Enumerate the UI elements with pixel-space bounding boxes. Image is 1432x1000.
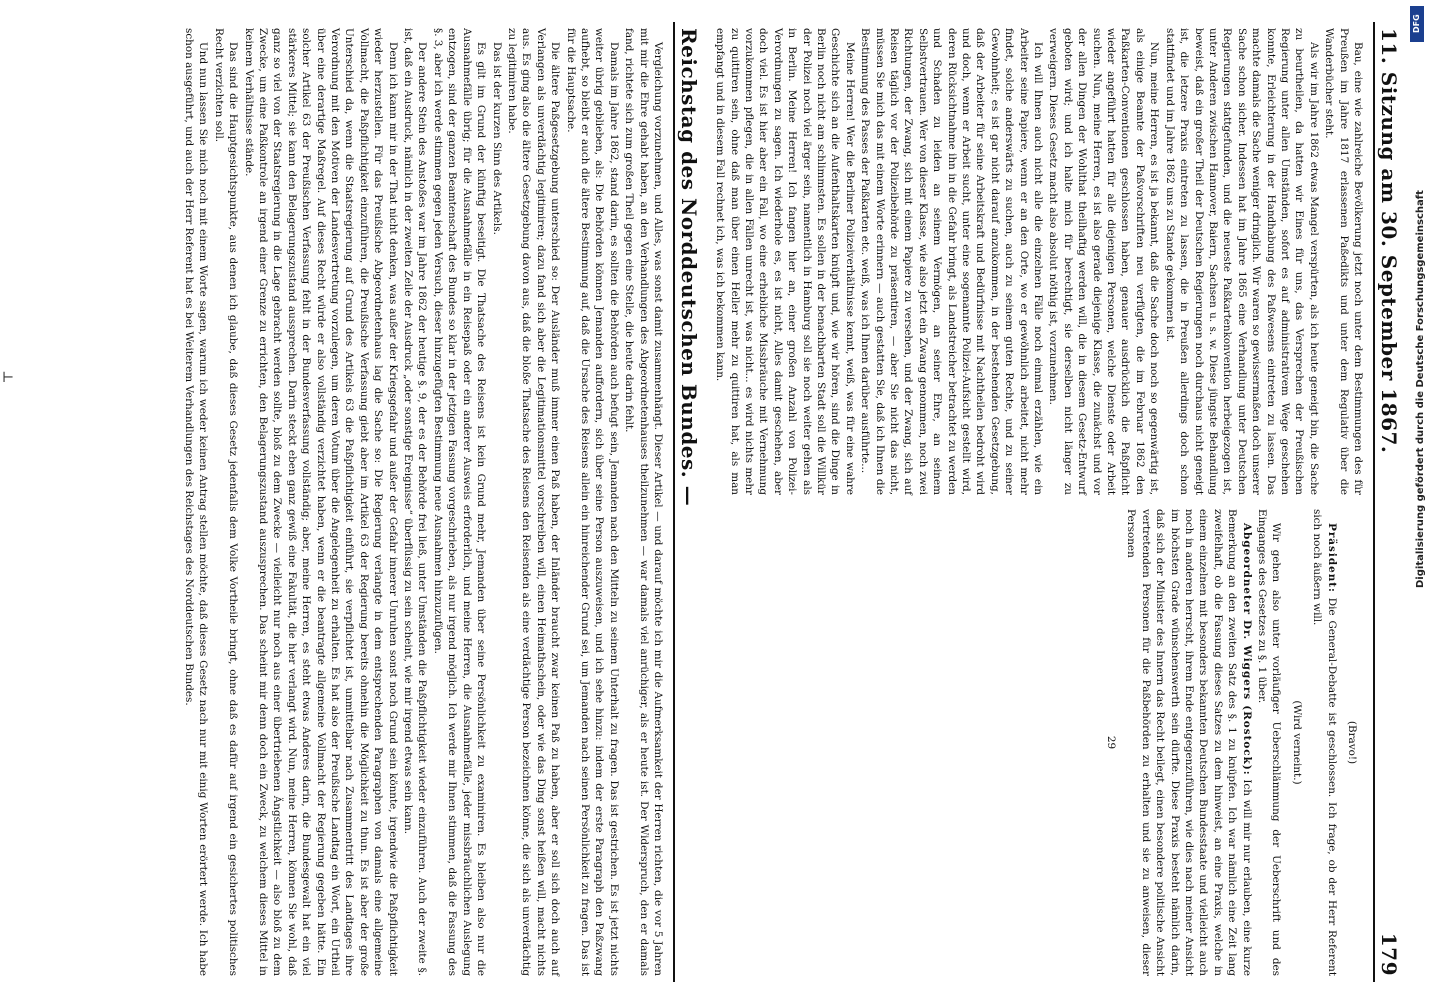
paragraph: Abgeordneter Dr. Wiggers (Rostock): Ich will mir nur erlauben, eine kurze Bemerkung an den zweiten Satz des §. 1 zu knüpfen. Ich war nämlich eine Zeit lang zweifelhaft, ob die Fassung dieses Satzes zu dem hinweist, an eine Praxis, welche in einem einzelnen mit besonders bekannten Deutschen Bundesstaate und vielleicht auch noch in anderen herrscht, ihrem Ende entgegenzuführen, wie dies nach meiner Ansicht im höchsten Grade wünschenswerth sein dürfte. Diese Praxis besteht nämlich darin, daß sich der Minister des Innern das Recht beilegt, einen besondere politische Ansicht vertretenden Personen für die Paßbehörden zu erhalten und sie zu anweisen, dieser Personen — [1125, 509, 1253, 977]
paragraph: (Bravo!) — [1346, 720, 1358, 765]
right-column-2 — [723, 509, 1365, 976]
paragraph: Nun, meine Herren, es ist ja bekannt, daß die Sache doch noch so gegenwärtig ist, als einige Beamte der Paßvorschriften neu verfügten, die im Februar 1862 den Paßkarten-Conventionen geschlossen haben, genauer ausdrücklich die Paßpflicht wieder angeführt hatten für alle diejenigen Personen, welche Dienste oder Arbeit suchen. Nun, meine Herren, es ist also gerade diejenige Klasse, die zunächst und vor der allen Dingen der Wohlthat theilhaftig werden will, die in diesem Gesetz-Entwurf geboten wird; und ich halte mich für berechtigt, sie derselben nicht länger zu verweigern. Dieses Gesetz macht also absolut nöthig ist, vorzunehmen. — [1047, 28, 1161, 495]
paragraph: Wir gehen also unter vorläufiger Ueberschlämmung der Ueberschrift und des Einganges des Gesetzes zu §. 1 über. — [1255, 509, 1283, 976]
left-column — [38, 28, 665, 976]
left-running-head-text: Reichstag des Norddeutschen Bundes. — — [677, 28, 701, 507]
paragraph: Es gilt im Grund der künftig beseitigt. Die Thatsache des Reisens ist kein Grund mehr, Jemanden über seine Persönlichkeit zu examiniren. Es bleiben also nur die Ausnahmefälle übrig; für die Ausnahmefälle in ein Reisepaß oder ein anderer Ausweis erforderlich, und meine Herren, die Ausnahmefälle, jeder missbräuchlichen Auslegung entzogen, sind der ganzen Beamtenschaft des Bundes so klar in der jetzigen Fassung vorgeschrieben, als nur irgend möglich. Ich werde mir Ihnen stimmen, daß die Fassung des §. 3, aber ich werde stimmen gegen jeden Versuch, dieser hinzugefügten Bestimmung neue Ausnahmen hinzuzufügen. — [431, 28, 488, 976]
paragraph: Die ältere Paßgesetzgebung unterschied so: Der Ausländer muß immer einen Paß haben, der Inländer braucht zwar keinen Paß zu haben, aber er soll sich doch auch auf Verlangen als unverdächtig legitimiren; dazu fand sich aber die Legitimationsmittel vorschreiben will, einen Heimathschein, oder wie das Ding sonst heißen will, macht nichts aus. Es ging also die ältere Gesetzgebung davon aus, daß die bloße Thatsache des Reisens den Reisenden als eine verdächtige Person bezeichnen könne, die sich als unverdächtig zu legitimiren habe. — [505, 28, 562, 976]
paragraph: Das ist der kurzen Sinn des Artikels. — [490, 42, 503, 235]
right-column-1 — [714, 28, 1365, 495]
paragraph: (Wird verneint.) — [1290, 700, 1303, 785]
paragraph: Meine Herren! Wer die Berliner Polizeiverhältnisse kennt, weiß, was für eine wahre Geschichte sich an die Aufenthaltskarten knüpft und, wie wir hören, sind die Dinge in Berlin noch nicht am schlimmsten. Es sollen in der benachbarten Stadt soll die Willkür der Polizei noch viel ärger sein, namentlich in Hamburg soll sie noch weiter gehen als in Berlin. Meine Herren! Ich fangen hier an, einer großen Anzahl von Polizei-Verordnungen zu sagen. Ich wiederhole es, es ist nicht, Alles damit geschehen, aber doch viel. Es ist hier aber ein Fall, wo eine erhebliche Missbräuche mit Vernehmung vorzukommen pflegen, die in allen Fällen unrecht ist, was nicht... es wird nichts mehr zu quittiren sein, ohne daß man über einen Heller mehr zu quittiren hat, als man empfangt und in diesem Fall rechnet ich, was ich bekommen kann. — [714, 28, 856, 495]
side-strip — [1402, 0, 1432, 1000]
right-page — [705, 0, 1405, 1000]
right-page-content — [715, 22, 1405, 982]
right-running-head — [1373, 22, 1405, 982]
right-text-block — [715, 22, 1373, 982]
page-number: 179 — [1377, 932, 1401, 976]
left-running-head — [673, 22, 705, 982]
paragraph: Als wir im Jahre 1862 etwas Mangel verspürten, als ich heute geneigt bin, die Sache zu beurtheilen, da hatten wir Eines für uns, das Versprechen der Preußischen Regierung unter allen Umständen, sofort es auf administrativem Wege geschehen konnte, Erleichterung in der Handhabung des Paßwesens eintreten zu lassen. Das machte damals die Sache weniger dringlich. Wir waren so gewissermaßen doch unserer Sache schon sicher. Indessen hat im Jahre 1865 eine Verhandlung unter Deutschen Regierungen stattgefunden, und die neueste Paßkartenkonvention herbeigezogen ist, unter Anderen zwischen Hannover, Baiern, Sachsen u. s. w. Diese jüngste Behandlung beweist, daß ein großer Theil der Deutschen Regierungen noch durchaus nicht geneigt ist, die letzere Praxis eintreten zu lassen, die in Preußen allerdings doch schon stattfindet und im Jahre 1862 uns zu Stande gekommen ist. — [1163, 28, 1320, 495]
left-page-content — [30, 22, 705, 982]
paragraph: Das sind die Hauptgesichtspunkte, aus denen ich glaube, daß dieses Gesetz jedenfalls dem Volke Vortheile bringt, ohne daß es dafür auf irgend ein gesichertes politisches Recht verzichten soll. — [212, 28, 240, 976]
paragraph: Bau, eine wie zahlreiche Bevölkerung jetzt noch unter dem Bestimmungen des für Preußen im Jahre 1817 erlassenen Paßedikts und unter dem Regulativ über die Wanderbücher steht. — [1323, 28, 1364, 495]
paragraph: Vergleichung vorzunehmen, und Alles, was sonst damit zusammenhängt. Dieser Artikel — und darauf möchte ich mir die Aufmerksamkeit der Herren richten, die vor 5 Jahren mit mir die Ehre gehabt haben, an den Verhandlungen des Abgeordnetenhauses theilzunehmen — war damals viel anrüchiger, als er heute ist. Der Widerspruch, den er damals fand, richtete sich zum großen Theil gegen eine Stelle, die heute darin fehlt. — [623, 28, 664, 976]
signature-mark: 29 — [1104, 735, 1117, 750]
left-text-block — [30, 22, 673, 982]
paragraph: Und nun lassen Sie mich noch mit einem Worte sagen, warum ich weder keinen Antrag stellen möchte, daß dieses Gesetz nach nur mit einig Worten erörtert werde. Ich habe schon ausgeführt, und auch der Herr Referent hat es bei Weiterem Verhandlungen des Reichstages des Norddeutschen Bundes. — [183, 28, 210, 976]
right-running-head-text: 11. Sitzung am 30. September 1867. — [1377, 28, 1401, 454]
paragraph: Denn ich kann mir in der That nicht denken, was außer der Kriegsgefahr und außer der Gefahr innerer Unruhen sonst noch Grund sein könnte, irgendwie die Paßpflichtigkeit wieder herzustellen. Für das Preußische Abgeordnetenhaus lag die Sache so: Die Regierung verlangte in dem entsprechenden Paragraphen von damals eine allgemeine Vollmacht, die Paßpflichtigkeit einzuführen, die Preußische Verfassung giebt aber im Artikel 63 der Regierung bereits ohnehin die Möglichkeit zu thun. Es ist aber der große Unterschied da, wenn die Staatsregierung auf Grund des Artikels 63 die Paßpflichtigkeit einführt, sie verpflichtet ist, unmittelbar nach Zusammentritt des Landtages ihre Verordnung mit den Motiven der Landesvertretung vorzulegen, um deren Votum über die Angelegenheit zu erhalten. Es hat also der Preußische Landtag ein Wort, ein Urtheil über eine derartige Maßregel. Auf dieses Recht würde er also vollständig verzichtet haben, wenn er die beantragte allgemeine Vollmacht der Regierung gegeben hätte. Ein solcher Artikel 63 der Preußischen Verfassung fehlt in der Bundesverfassung vollständig; aber, meine Herren, es steht etwas Anderes darin, die Bundesgewalt hat ein viel stärkeres Mittel; sie kann den Belagerungszustand aussprechen. Darin steckt eben ganz gewiß eine Fakultät, die hier verlangt wird. Nun, meine Herren, können Sie wohl, daß ganz so viel von der Staatsregierung in die Lage gebracht werden sollte, bloß zu dem Zwecke — vielleicht nur noch aus einer übertriebenen Ängstlichkeit — also bloß zu dem Zwecke, um eine Paßkontrole an irgend einer Grenze zu errichten, den Belagerungszustand auszusprechen. Das scheint mir denn doch ein Zweck, zu welchem dieses Mittel in keinem Verhältnisse stände. — [242, 28, 399, 976]
paragraph: Ich will Ihnen auch nicht alle die einzelnen Fälle noch einmal erzählen, wie ein Arbeiter seine Papiere, wenn er an den Orte, wo er gewöhnlich arbeitet, nicht mehr findet, solche anderswärts zu suchen, auch zu seinem guten Rechte, und zu seiner Gewohnheit; es ist gar nicht darauf anzukommen, in der bestehenden Gesetzgebung, daß der Arbeiter für seine Arbeitskraft und Bedürfnisse mit Nachtheilen bedroht wird und doch, wenn er Arbeit sucht, unter eine sogenannte Polizei-Aufsicht gestellt wird, deren Rücksichtnahme ihn in die Gefahr bringt, als Landstreicher betrachtet zu werden und Schaden zu leiden an seinem Vermögen, an seiner Ehre, an seinem Selbstvertrauen. Wer von dieser Klasse, wie also jetzt ein Zwang genommen, noch zwei Richtungen, der Zwang, sich mit einem Papiere zu versehen, und der Zwang, sich auf Reisen täglich vor der Polizeibehörde zu präsentiren, — aber Sie nicht das nicht, müssen Sie mich das mit einem Worte erinnern — auch gestatten Sie, daß ich Ihnen die Bestimmung des Passes der Paßkarten etc. weiß, was ich Ihnen darüber ausführte... — [859, 28, 1045, 495]
paragraph: Damals im Jahre 1862, stand darin, es sollten die Behörden auch befugt sein, Jemanden nach den Mitteln zu seinem Unterhalt zu fragen. Das ist gestrichen. Es ist jetzt nichts weiter übrig geblieben, als: Die Behörden können Jemanden auffordern, sich über seine Person auszuweisen, und ich sehe hinzu: indem der erste Paragraph den Paßzwang aufhebt, so bleibt er auch die ältere Bestimmung auf, daß die Ursache des Reisens allein ein hinreichender Grund sei, um Jemanden nach seinen Persönlichkeit zu fragen. Das ist für die Hauptsache. — [564, 28, 620, 976]
paragraph: Der andere Stein des Anstoßes war im Jahre 1862 der heutige §. 9, der es der Behörde frei ließ, unter Umständen die Paßpflichtigkeit wieder einzuführen. Auch der zweite §. ist, daß ein Ausdruck, nämlich in der zweiten Zeile der Ausdruck „oder sonstige Ereignisse“ überflüssig zu sein scheint, wie mir irgend etwas sein kann. — [402, 28, 429, 976]
page-edge-mark: ⊢ — [2, 370, 15, 386]
speaker-name: Abgeordneter Dr. Wiggers (Rostock): — [1240, 523, 1253, 776]
speaker-name: Präsident: — [1325, 523, 1338, 593]
left-page — [30, 0, 705, 1000]
paragraph: Präsident: Die General-Debatte ist geschlossen. Ich frage, ob der Herr Referent sich noch äußern will. — [1311, 509, 1338, 976]
funding-credit: Digitalisierung gefördert durch die Deutsche Forschungsgemeinschaft — [1415, 190, 1426, 588]
dfg-logo: DFG — [1410, 6, 1424, 42]
